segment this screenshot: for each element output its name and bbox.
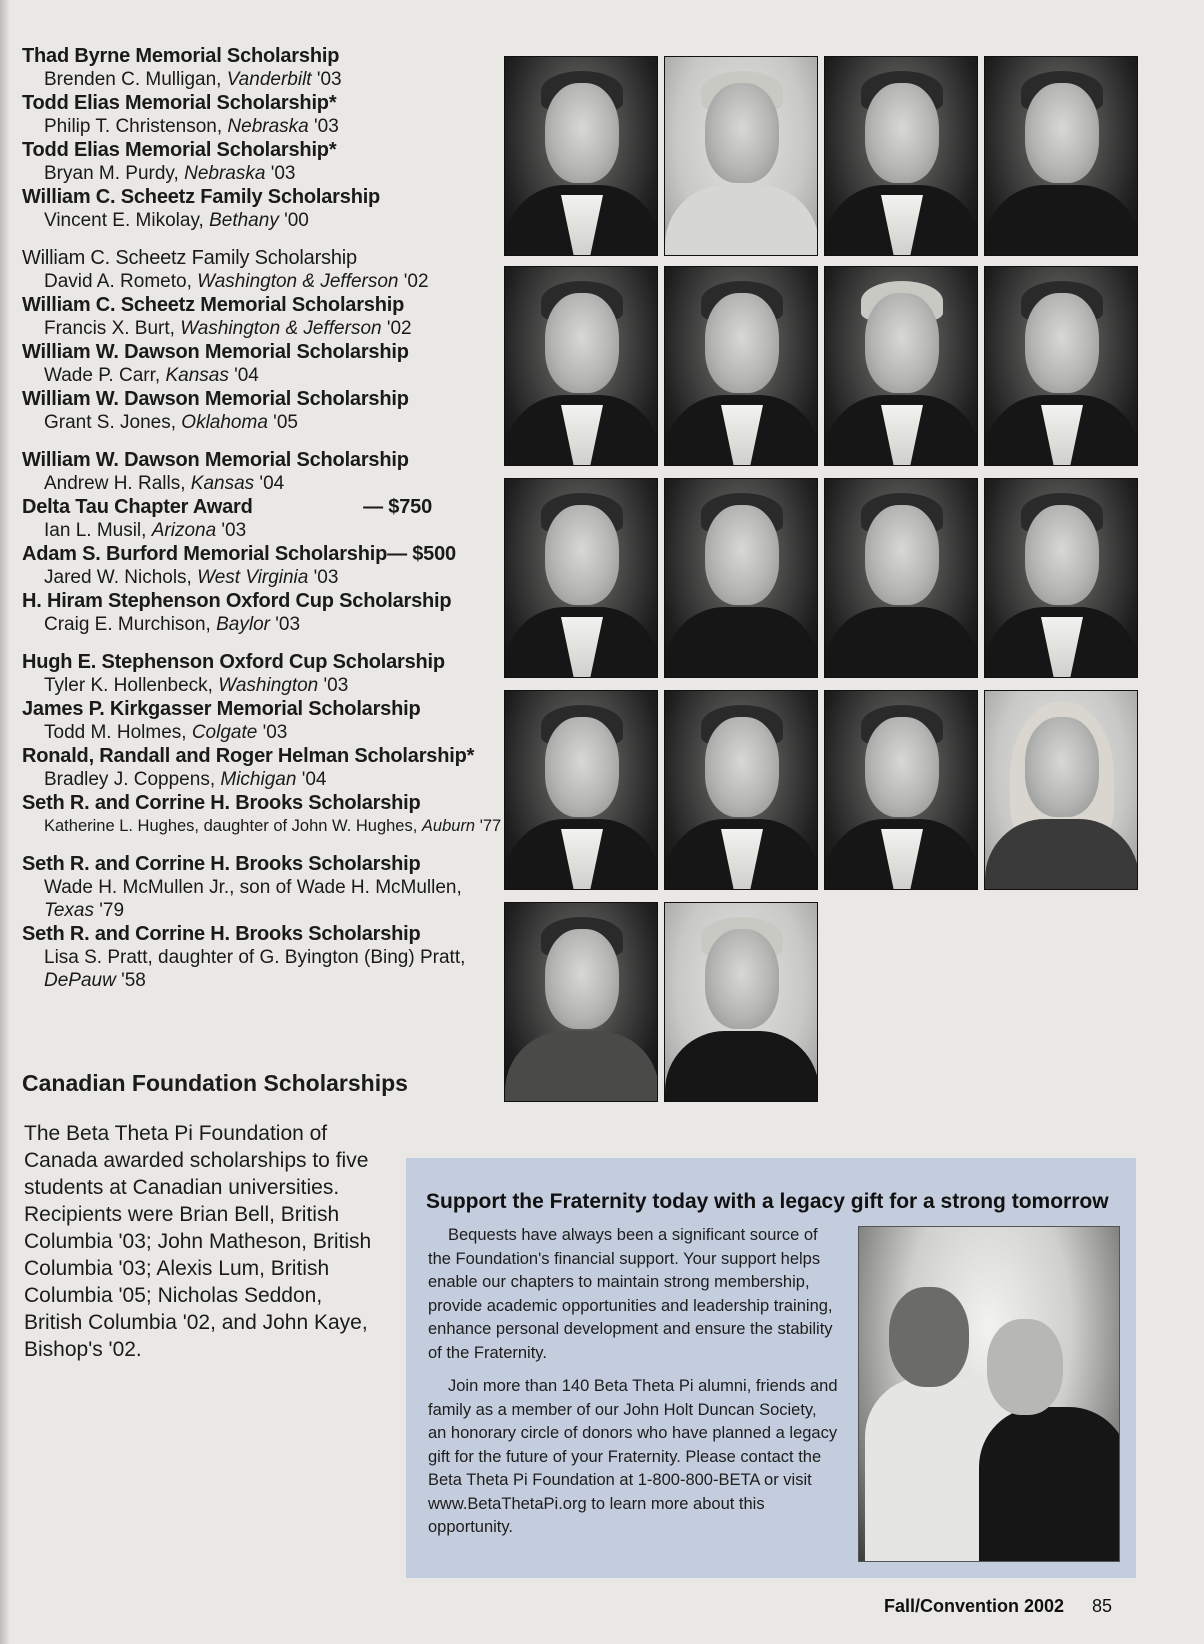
recipient-portrait: [504, 690, 658, 890]
scholarship-recipient: Todd M. Holmes, Colgate '03: [44, 722, 288, 743]
scholarship-entry: [22, 852, 502, 922]
scholarship-name: William C. Scheetz Memorial Scholarship: [22, 294, 405, 316]
scholarship-entry: [22, 589, 502, 636]
scholarship-name: Seth R. and Corrine H. Brooks Scholarship: [22, 853, 421, 875]
recipient-portrait: [664, 902, 818, 1102]
scholarship-group-4: [22, 650, 502, 838]
legacy-gift-callout: [406, 1158, 1136, 1578]
scholarship-recipient: Andrew H. Ralls, Kansas '04: [44, 473, 285, 494]
issue-label: Fall/Convention 2002: [884, 1596, 1065, 1616]
recipient-portrait: [824, 478, 978, 678]
page-binding-edge: [0, 0, 10, 1644]
canadian-section-title: Canadian Foundation Scholarships: [22, 1070, 408, 1096]
scholarship-entry: [22, 185, 502, 232]
scholarship-recipient: Vincent E. Mikolay, Bethany '00: [44, 210, 309, 231]
scholarship-recipient: Wade H. McMullen Jr., son of Wade H. McMullen, Texas '79: [44, 877, 462, 921]
scholarship-group-1: [22, 44, 502, 232]
scholarship-name: William W. Dawson Memorial Scholarship: [22, 341, 409, 363]
scholarship-recipient: Lisa S. Pratt, daughter of G. Byington (Bing) Pratt, DePauw '58: [44, 947, 466, 991]
scholarship-entry: [22, 791, 502, 838]
scholarship-name: Todd Elias Memorial Scholarship*: [22, 92, 337, 114]
scholarship-name: Todd Elias Memorial Scholarship*: [22, 139, 337, 161]
recipient-portrait: [984, 266, 1138, 466]
recipient-portrait: [504, 266, 658, 466]
scholarship-entry: [22, 744, 502, 791]
scholarship-name: H. Hiram Stephenson Oxford Cup Scholarship: [22, 589, 502, 613]
scholarship-recipient: Brenden C. Mulligan, Vanderbilt '03: [44, 69, 342, 90]
callout-title: Support the Fraternity today with a legacy gift for a strong tomorrow: [426, 1190, 1109, 1213]
scholarship-recipient: Katherine L. Hughes, daughter of John W. Hughes, Auburn '77: [44, 817, 502, 835]
scholarship-entry: [22, 91, 502, 138]
scholarship-recipient: Bradley J. Coppens, Michigan '04: [44, 769, 327, 790]
scholarship-entry: [22, 44, 502, 91]
scholarship-entry: [22, 542, 502, 589]
scholarship-entry: [22, 650, 502, 697]
scholarship-recipient: Bryan M. Purdy, Nebraska '03: [44, 163, 296, 184]
recipient-portrait: [984, 478, 1138, 678]
scholarship-entry: [22, 246, 502, 293]
recipient-portrait: [664, 266, 818, 466]
scholarship-recipient: Ian L. Musil, Arizona '03: [44, 520, 247, 541]
scholarship-amount: — $750: [363, 496, 432, 518]
callout-paragraph: Bequests have always been a significant source of the Foundation's financial support. Your support helps enable our chapters to maintain strong membership, provide academic opportunities and leadership training, enhance personal development and ensure the stability of the Fraternity.: [428, 1226, 833, 1362]
recipient-portrait: [984, 690, 1138, 890]
recipient-portrait: [824, 56, 978, 256]
recipient-portrait: [664, 56, 818, 256]
scholarship-name: James P. Kirkgasser Memorial Scholarship: [22, 698, 421, 720]
scholarship-entry: [22, 697, 502, 744]
scholarship-list: [22, 44, 502, 1006]
scholarship-name: William C. Scheetz Family Scholarship: [22, 247, 357, 269]
scholarship-recipient: David A. Rometo, Washington & Jefferson '02: [44, 271, 429, 292]
scholarship-entry: [22, 495, 502, 542]
scholarship-group-5: [22, 852, 502, 992]
page-number: 85: [1092, 1596, 1113, 1616]
scholarship-entry: [22, 138, 502, 185]
scholarship-recipient: Philip T. Christenson, Nebraska '03: [44, 116, 339, 137]
scholarship-recipient: Grant S. Jones, Oklahoma '05: [44, 412, 298, 433]
callout-photo: [858, 1226, 1120, 1562]
scholarship-entry: [22, 922, 502, 992]
recipient-portrait: [504, 478, 658, 678]
scholarship-amount: [432, 448, 502, 472]
scholarship-amount: — $500: [387, 543, 456, 565]
scholarship-entry: [22, 387, 502, 434]
scholarship-entry: [22, 448, 502, 495]
recipient-portrait: [824, 266, 978, 466]
recipient-portrait: [504, 902, 658, 1102]
scholarship-name: Delta Tau Chapter Award — $750: [22, 495, 502, 519]
callout-body: [428, 1224, 838, 1550]
recipient-portrait: [824, 690, 978, 890]
recipient-portrait: [504, 56, 658, 256]
scholarship-recipient: Tyler K. Hollenbeck, Washington '03: [44, 675, 349, 696]
scholarship-name: Ronald, Randall and Roger Helman Scholarship*: [22, 745, 475, 767]
recipient-portrait: [664, 478, 818, 678]
callout-paragraph: Join more than 140 Beta Theta Pi alumni, friends and family as a member of our John Holt Duncan Society, an honorary circle of donors who have planned a legacy gift for the future of your Fraternity. Please contact the Beta Theta Pi Foundation at 1-800-800-BETA or visit www.BetaThetaPi.org to learn more about this opportunity.: [428, 1377, 838, 1536]
scholarship-name: William C. Scheetz Family Scholarship: [22, 186, 381, 208]
scholarship-recipient: Craig E. Murchison, Baylor '03: [44, 614, 301, 635]
scholarship-name: Seth R. and Corrine H. Brooks Scholarship: [22, 923, 421, 945]
scholarship-entry: [22, 293, 502, 340]
scholarship-name: William W. Dawson Memorial Scholarship: [22, 448, 502, 472]
scholarship-recipient: Francis X. Burt, Washington & Jefferson '02: [44, 318, 412, 339]
scholarship-name: Thad Byrne Memorial Scholarship: [22, 45, 340, 67]
scholarship-group-2: [22, 246, 502, 434]
scholarship-group-3: [22, 448, 502, 636]
scholarship-recipient: Jared W. Nichols, West Virginia '03: [44, 567, 339, 588]
canadian-section-body: The Beta Theta Pi Foundation of Canada awarded scholarships to five students at Canadian universities. Recipients were Brian Bell, British Columbia '03; John Matheson, British Columbia '03; Alexis Lum, British Columbia '05; Nicholas Seddon, British Columbia '02, and John Kaye, Bishop's '02.: [24, 1122, 372, 1361]
scholarship-name: Hugh E. Stephenson Oxford Cup Scholarship: [22, 651, 445, 673]
scholarship-name: William W. Dawson Memorial Scholarship: [22, 388, 409, 410]
scholarship-name: Seth R. and Corrine H. Brooks Scholarship: [22, 792, 421, 814]
scholarship-name: Adam S. Burford Memorial Scholarship — $500: [22, 542, 502, 566]
scholarship-entry: [22, 340, 502, 387]
recipient-portrait: [984, 56, 1138, 256]
scholarship-recipient: Wade P. Carr, Kansas '04: [44, 365, 259, 386]
recipient-portrait: [664, 690, 818, 890]
